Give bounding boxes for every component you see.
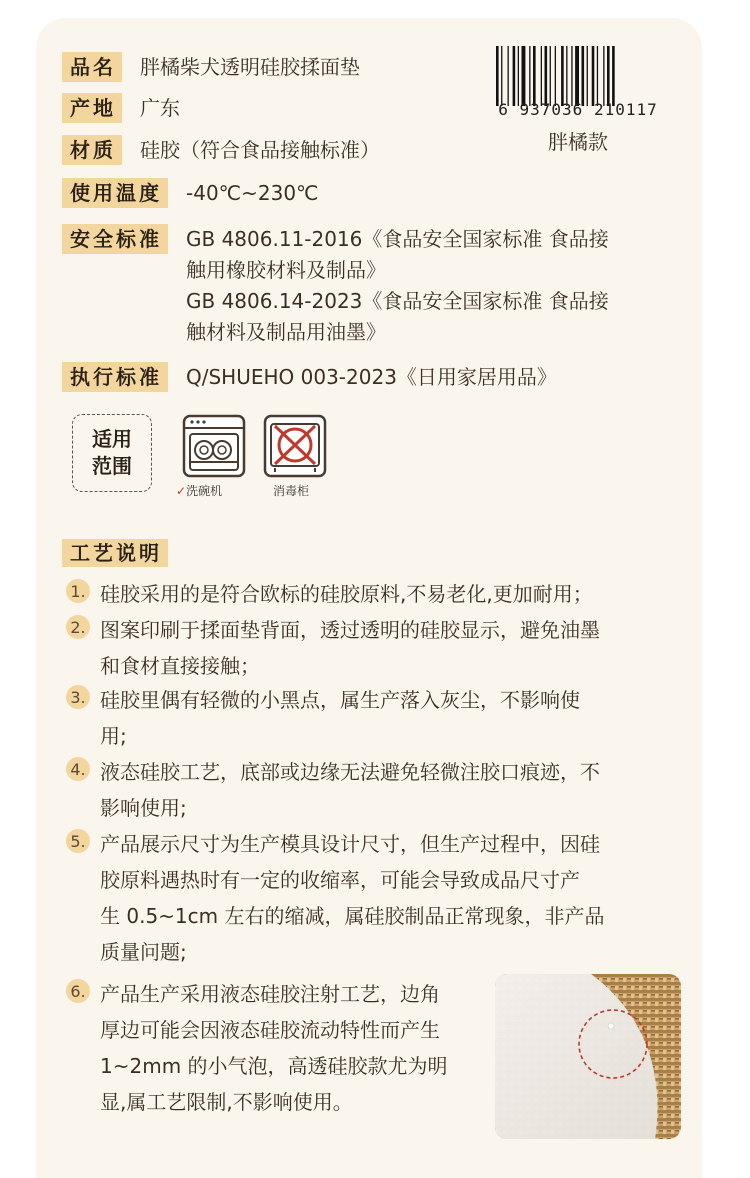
- scope-label-line: 适用: [92, 427, 132, 451]
- barcode-bar: [501, 46, 502, 106]
- barcode-bar: [545, 46, 548, 106]
- sterilizer-caption: 消毒柜: [273, 484, 310, 498]
- list-line: 显,属工艺限制,不影响使用。: [100, 1090, 353, 1114]
- barcode-bar: [513, 46, 516, 106]
- barcode-bar: [555, 46, 556, 106]
- list-number-badge: 5.: [66, 829, 90, 853]
- spec-value: [140, 135, 380, 166]
- scope-label-line: 范围: [92, 454, 132, 478]
- spec-row-origin: [62, 93, 180, 124]
- barcode-caption: 胖橘款: [548, 130, 608, 154]
- barcode-bar: [603, 46, 604, 106]
- list-item: [66, 754, 600, 826]
- list-item: [66, 682, 580, 754]
- list-item: [66, 826, 604, 970]
- dishwasher-caption-text: 洗碗机: [186, 484, 223, 498]
- barcode-number: 6 937036 210117: [498, 100, 658, 119]
- list-line: 用;: [100, 724, 127, 748]
- list-line: 厚边可能会因液态硅胶流动特性而产生: [100, 1018, 440, 1042]
- barcode-bar: [522, 46, 526, 106]
- barcode-bar: [496, 46, 499, 106]
- list-line: 产品展示尺寸为生产模具设计尺寸，但生产过程中，因硅: [100, 832, 600, 856]
- spec-label: 执行标准: [62, 362, 168, 392]
- barcode-bar: [582, 46, 585, 106]
- barcode-bar: [518, 46, 519, 106]
- bubble-closeup-photo: [495, 974, 681, 1139]
- spec-label: 使用温度: [62, 178, 168, 208]
- list-number-badge: 6.: [66, 979, 90, 1003]
- list-line: 硅胶采用的是符合欧标的硅胶原料,不易老化,更加耐用；: [100, 582, 593, 606]
- craft-section-title: [62, 540, 168, 566]
- spec-row-temperature: [62, 178, 319, 209]
- barcode-bar: [612, 46, 615, 106]
- list-item: [66, 576, 593, 612]
- spec-value: [186, 362, 557, 393]
- barcode-bar: [575, 46, 579, 106]
- barcode-bar: [533, 46, 536, 106]
- spec-value: [186, 178, 319, 209]
- dishwasher-icon: [182, 414, 246, 478]
- list-item: [66, 976, 448, 1120]
- list-line: 图案印刷于揉面垫背面，透过透明的硅胶显示，避免油墨: [100, 618, 600, 642]
- barcode-bar: [587, 46, 588, 106]
- list-line: 液态硅胶工艺，底部或边缘无法避免轻微注胶口痕迹，不: [100, 760, 600, 784]
- list-number-badge: 1.: [66, 579, 90, 603]
- spec-value-line: 胖橘柴犬透明硅胶揉面垫: [140, 55, 360, 79]
- list-line: 和食材直接接触；: [100, 654, 260, 678]
- spec-label: 品名: [62, 52, 122, 82]
- list-item: [66, 612, 600, 684]
- spec-value-line: GB 4806.11-2016《食品安全国家标准 食品接: [186, 227, 609, 251]
- spec-label: 材质: [62, 135, 122, 165]
- list-line: 硅胶里偶有轻微的小黑点，属生产落入灰尘，不影响使: [100, 688, 580, 712]
- list-number-badge: 3.: [66, 685, 90, 709]
- list-line: 质量问题;: [100, 940, 187, 964]
- barcode-bar: [571, 46, 572, 106]
- spec-row-name: [62, 52, 360, 83]
- spec-value-line: 硅胶（符合食品接触标准）: [140, 138, 380, 162]
- barcode-bar: [561, 46, 564, 106]
- barcode-bar: [541, 46, 542, 106]
- dishwasher-caption: [176, 482, 222, 499]
- barcode-bar: [592, 46, 595, 106]
- spec-value-line: 触材料及制品用油墨》: [186, 320, 386, 344]
- scope-label: [72, 414, 152, 492]
- barcode-bar: [529, 46, 530, 106]
- barcode-bar: [566, 46, 567, 106]
- spec-value: [140, 93, 180, 124]
- spec-row-safety-standard: [62, 224, 609, 348]
- spec-row-material: [62, 135, 380, 166]
- spec-value-line: 广东: [140, 96, 180, 120]
- barcode-bar: [550, 46, 551, 106]
- list-line: 生 0.5~1cm 左右的缩减，属硅胶制品正常现象，非产品: [100, 904, 605, 928]
- barcode-bar: [508, 46, 509, 106]
- list-number-badge: 2.: [66, 615, 90, 639]
- spec-label: 产地: [62, 93, 122, 123]
- spec-value-line: GB 4806.14-2023《食品安全国家标准 食品接: [186, 289, 609, 313]
- check-icon: ✓: [176, 484, 187, 498]
- list-line: 影响使用;: [100, 796, 187, 820]
- list-line: 产品生产采用液态硅胶注射工艺，边角: [100, 982, 440, 1006]
- spec-value-line: -40℃~230℃: [186, 181, 319, 205]
- spec-value: [140, 52, 360, 83]
- spec-value-line: Q/SHUEHO 003-2023《日用家居用品》: [186, 365, 557, 389]
- spec-value: [186, 224, 609, 348]
- section-label: 工艺说明: [62, 539, 168, 567]
- list-number-badge: 4.: [66, 757, 90, 781]
- spec-row-executive-standard: [62, 362, 557, 393]
- list-line: 胶原料遇热时有一定的收缩率，可能会导致成品尺寸产: [100, 868, 580, 892]
- spec-label: 安全标准: [62, 224, 168, 254]
- barcode-bar: [597, 46, 598, 106]
- barcode-bar: [607, 46, 610, 106]
- sterilizer-prohibited-icon: [263, 414, 327, 478]
- list-line: 1~2mm 的小气泡，高透硅胶款尤为明: [100, 1054, 448, 1078]
- spec-value-line: 触用橡胶材料及制品》: [186, 258, 386, 282]
